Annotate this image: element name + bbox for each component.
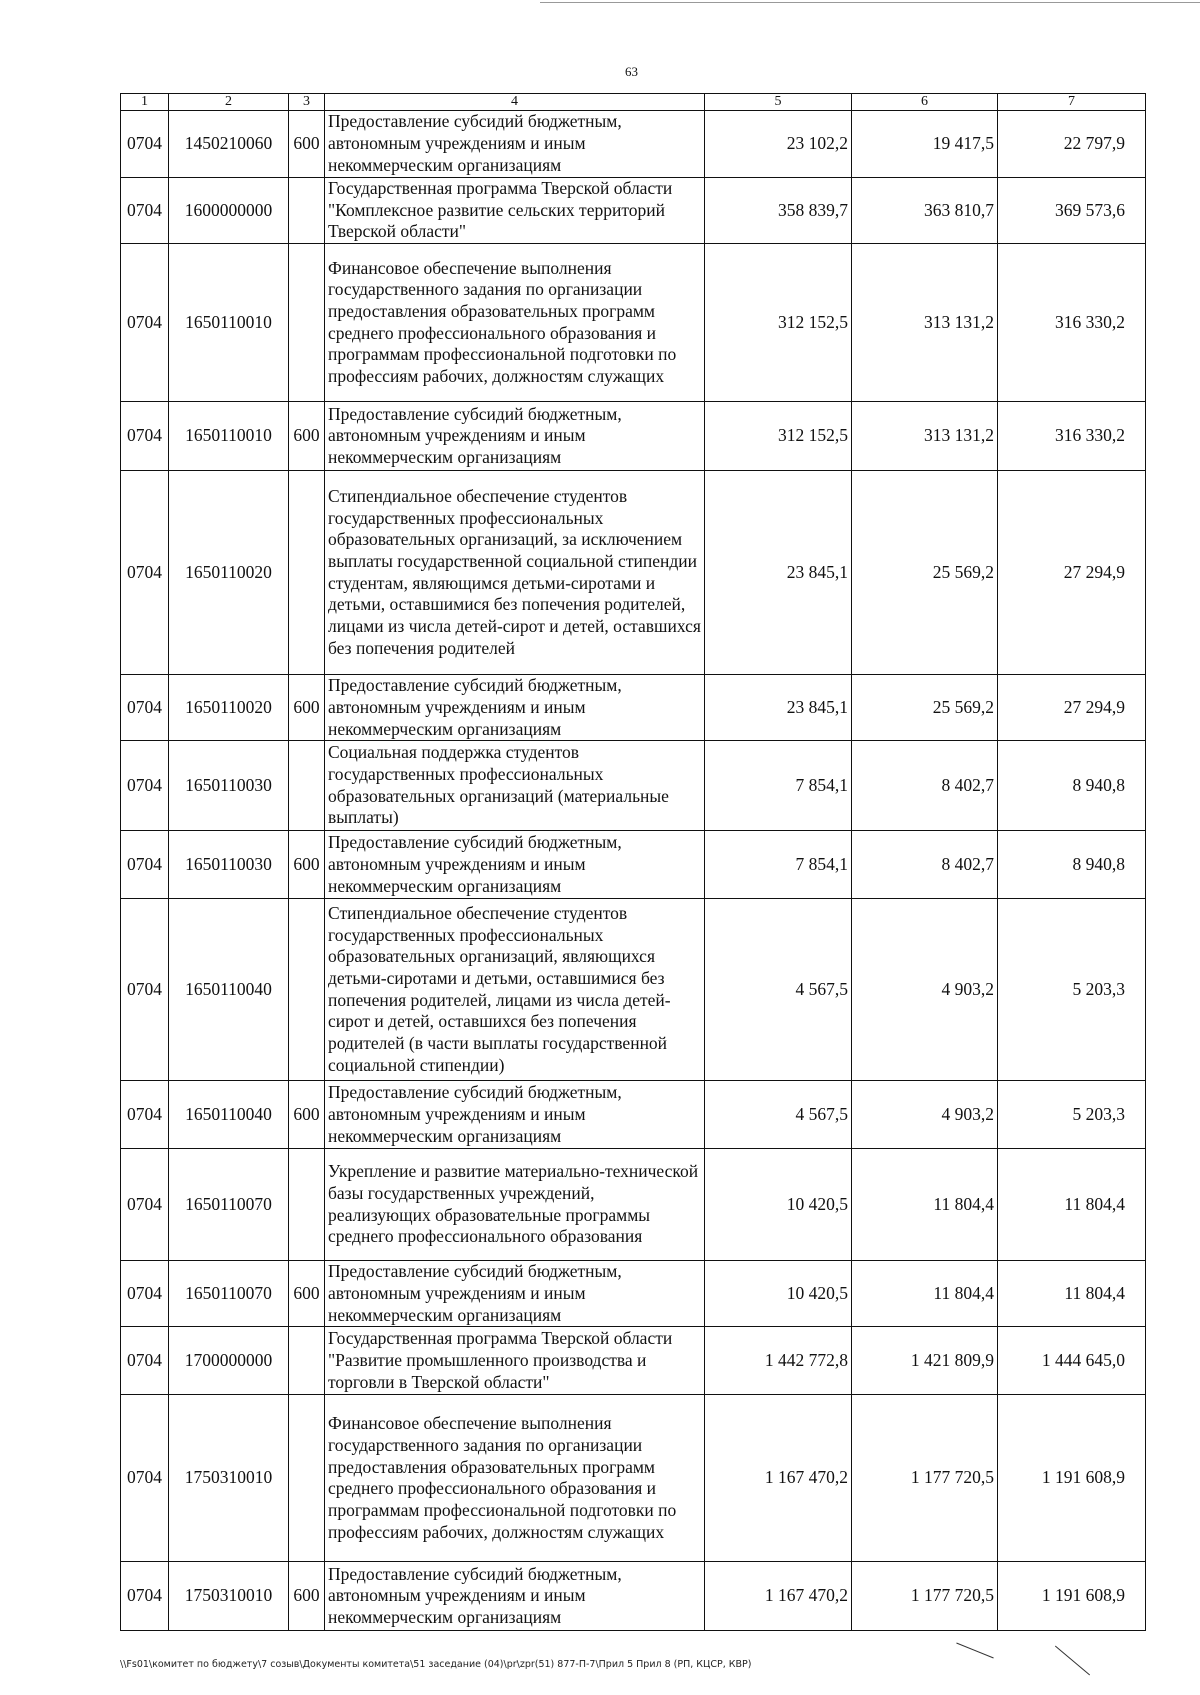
target-article-code: 1600000000 bbox=[169, 178, 289, 244]
page-number: 63 bbox=[625, 64, 638, 79]
amount-col5: 4 567,5 bbox=[705, 899, 852, 1081]
section-code: 0704 bbox=[121, 675, 169, 741]
column-header: 5 bbox=[705, 94, 852, 111]
target-article-code: 1450210060 bbox=[169, 111, 289, 178]
amount-col6: 8 402,7 bbox=[852, 831, 998, 899]
item-description: Государственная программа Тверской области "Развитие промышленного производства и торговли в Тверской области" bbox=[325, 1327, 705, 1395]
item-description: Предоставление субсидий бюджетным, автономным учреждениям и иным некоммерческим организациям bbox=[325, 111, 705, 178]
target-article-code: 1650110040 bbox=[169, 1081, 289, 1149]
item-description: Предоставление субсидий бюджетным, автономным учреждениям и иным некоммерческим организациям bbox=[325, 402, 705, 471]
amount-col7: 8 940,8 bbox=[998, 741, 1146, 831]
amount-col5: 1 167 470,2 bbox=[705, 1395, 852, 1562]
expense-type-code bbox=[289, 178, 325, 244]
section-code: 0704 bbox=[121, 1327, 169, 1395]
amount-col7: 27 294,9 bbox=[998, 471, 1146, 675]
amount-col7: 1 191 608,9 bbox=[998, 1395, 1146, 1562]
amount-col5: 23 102,2 bbox=[705, 111, 852, 178]
amount-col6: 1 421 809,9 bbox=[852, 1327, 998, 1395]
table-row bbox=[121, 899, 1146, 1081]
expense-type-code bbox=[289, 899, 325, 1081]
expense-type-code: 600 bbox=[289, 831, 325, 899]
amount-col7: 8 940,8 bbox=[998, 831, 1146, 899]
amount-col7: 22 797,9 bbox=[998, 111, 1146, 178]
section-code: 0704 bbox=[121, 899, 169, 1081]
expense-type-code bbox=[289, 1327, 325, 1395]
amount-col6: 363 810,7 bbox=[852, 178, 998, 244]
budget-table bbox=[120, 93, 1146, 1631]
amount-col6: 313 131,2 bbox=[852, 244, 998, 402]
table-row bbox=[121, 831, 1146, 899]
target-article-code: 1650110020 bbox=[169, 471, 289, 675]
target-article-code: 1650110040 bbox=[169, 899, 289, 1081]
target-article-code: 1650110010 bbox=[169, 402, 289, 471]
section-code: 0704 bbox=[121, 1562, 169, 1631]
amount-col5: 1 442 772,8 bbox=[705, 1327, 852, 1395]
amount-col5: 312 152,5 bbox=[705, 244, 852, 402]
amount-col6: 25 569,2 bbox=[852, 675, 998, 741]
item-description: Укрепление и развитие материально-технической базы государственных учреждений, реализующих образовательные программы среднего профессионального образования bbox=[325, 1149, 705, 1261]
amount-col5: 10 420,5 bbox=[705, 1261, 852, 1327]
section-code: 0704 bbox=[121, 111, 169, 178]
section-code: 0704 bbox=[121, 1149, 169, 1261]
item-description: Предоставление субсидий бюджетным, автономным учреждениям и иным некоммерческим организациям bbox=[325, 1081, 705, 1149]
target-article-code: 1700000000 bbox=[169, 1327, 289, 1395]
table-row bbox=[121, 1149, 1146, 1261]
expense-type-code bbox=[289, 1149, 325, 1261]
section-code: 0704 bbox=[121, 178, 169, 244]
item-description: Финансовое обеспечение выполнения государственного задания по организации предоставления образовательных программ среднего профессионального образования и программам профессиональной подготовки по профессиям рабочих, должностям служащих bbox=[325, 1395, 705, 1562]
amount-col6: 1 177 720,5 bbox=[852, 1395, 998, 1562]
item-description: Финансовое обеспечение выполнения государственного задания по организации предоставления образовательных программ среднего профессионального образования и программам профессиональной подготовки по профессиям рабочих, должностям служащих bbox=[325, 244, 705, 402]
table-row bbox=[121, 1081, 1146, 1149]
expense-type-code: 600 bbox=[289, 111, 325, 178]
section-code: 0704 bbox=[121, 244, 169, 402]
column-header: 6 bbox=[852, 94, 998, 111]
item-description: Стипендиальное обеспечение студентов государственных профессиональных образовательных организаций, являющихся детьми-сиротами и детьми, оставшимися без попечения родителей, лицами из числа детей-сирот и детей, оставшихся без попечения родителей (в части выплаты государственной социальной стипендии) bbox=[325, 899, 705, 1081]
expense-type-code: 600 bbox=[289, 1081, 325, 1149]
expense-type-code: 600 bbox=[289, 1261, 325, 1327]
amount-col6: 1 177 720,5 bbox=[852, 1562, 998, 1631]
expense-type-code: 600 bbox=[289, 1562, 325, 1631]
amount-col7: 5 203,3 bbox=[998, 899, 1146, 1081]
amount-col7: 11 804,4 bbox=[998, 1261, 1146, 1327]
column-header: 3 bbox=[289, 94, 325, 111]
amount-col5: 23 845,1 bbox=[705, 471, 852, 675]
column-header: 1 bbox=[121, 94, 169, 111]
item-description: Предоставление субсидий бюджетным, автономным учреждениям и иным некоммерческим организациям bbox=[325, 1562, 705, 1631]
target-article-code: 1750310010 bbox=[169, 1562, 289, 1631]
section-code: 0704 bbox=[121, 471, 169, 675]
amount-col5: 312 152,5 bbox=[705, 402, 852, 471]
column-header: 4 bbox=[325, 94, 705, 111]
amount-col5: 4 567,5 bbox=[705, 1081, 852, 1149]
scan-mark bbox=[1055, 1646, 1090, 1676]
amount-col7: 11 804,4 bbox=[998, 1149, 1146, 1261]
amount-col7: 316 330,2 bbox=[998, 402, 1146, 471]
amount-col5: 358 839,7 bbox=[705, 178, 852, 244]
table-row bbox=[121, 741, 1146, 831]
target-article-code: 1650110020 bbox=[169, 675, 289, 741]
amount-col5: 23 845,1 bbox=[705, 675, 852, 741]
section-code: 0704 bbox=[121, 1261, 169, 1327]
scan-top-border bbox=[540, 2, 1200, 3]
amount-col5: 1 167 470,2 bbox=[705, 1562, 852, 1631]
expense-type-code: 600 bbox=[289, 675, 325, 741]
expense-type-code bbox=[289, 244, 325, 402]
table-row bbox=[121, 471, 1146, 675]
item-description: Государственная программа Тверской области "Комплексное развитие сельских территорий Тверской области" bbox=[325, 178, 705, 244]
amount-col6: 11 804,4 bbox=[852, 1261, 998, 1327]
item-description: Предоставление субсидий бюджетным, автономным учреждениям и иным некоммерческим организациям bbox=[325, 675, 705, 741]
target-article-code: 1750310010 bbox=[169, 1395, 289, 1562]
amount-col7: 369 573,6 bbox=[998, 178, 1146, 244]
expense-type-code bbox=[289, 471, 325, 675]
target-article-code: 1650110070 bbox=[169, 1149, 289, 1261]
amount-col6: 25 569,2 bbox=[852, 471, 998, 675]
amount-col6: 313 131,2 bbox=[852, 402, 998, 471]
amount-col7: 27 294,9 bbox=[998, 675, 1146, 741]
section-code: 0704 bbox=[121, 741, 169, 831]
table-row bbox=[121, 1261, 1146, 1327]
scan-mark bbox=[956, 1643, 993, 1659]
section-code: 0704 bbox=[121, 1395, 169, 1562]
amount-col7: 316 330,2 bbox=[998, 244, 1146, 402]
item-description: Социальная поддержка студентов государственных профессиональных образовательных организаций (материальные выплаты) bbox=[325, 741, 705, 831]
table-row bbox=[121, 1395, 1146, 1562]
table-row bbox=[121, 1327, 1146, 1395]
target-article-code: 1650110030 bbox=[169, 831, 289, 899]
target-article-code: 1650110070 bbox=[169, 1261, 289, 1327]
item-description: Стипендиальное обеспечение студентов государственных профессиональных образовательных организаций, за исключением выплаты государственной социальной стипендии студентам, являющимся детьми-сиротами и детьми, оставшимися без попечения родителей, лицами из числа детей-сирот и детей, оставшихся без попечения родителей bbox=[325, 471, 705, 675]
section-code: 0704 bbox=[121, 831, 169, 899]
section-code: 0704 bbox=[121, 402, 169, 471]
section-code: 0704 bbox=[121, 1081, 169, 1149]
amount-col7: 1 191 608,9 bbox=[998, 1562, 1146, 1631]
file-path-footer: \\Fs01\комитет по бюджету\7 созыв\Документы комитета\51 заседание (04)\pr\zpr(51) 877-П-7\Прил 5 Прил 8 (РП, КЦСР, КВР) bbox=[120, 1659, 752, 1670]
amount-col5: 7 854,1 bbox=[705, 741, 852, 831]
item-description: Предоставление субсидий бюджетным, автономным учреждениям и иным некоммерческим организациям bbox=[325, 1261, 705, 1327]
table-row bbox=[121, 178, 1146, 244]
amount-col5: 10 420,5 bbox=[705, 1149, 852, 1261]
amount-col6: 19 417,5 bbox=[852, 111, 998, 178]
expense-type-code: 600 bbox=[289, 402, 325, 471]
amount-col6: 4 903,2 bbox=[852, 899, 998, 1081]
amount-col7: 5 203,3 bbox=[998, 1081, 1146, 1149]
expense-type-code bbox=[289, 741, 325, 831]
table-row bbox=[121, 402, 1146, 471]
column-header: 7 bbox=[998, 94, 1146, 111]
expense-type-code bbox=[289, 1395, 325, 1562]
amount-col7: 1 444 645,0 bbox=[998, 1327, 1146, 1395]
table-row bbox=[121, 675, 1146, 741]
item-description: Предоставление субсидий бюджетным, автономным учреждениям и иным некоммерческим организациям bbox=[325, 831, 705, 899]
target-article-code: 1650110030 bbox=[169, 741, 289, 831]
column-header: 2 bbox=[169, 94, 289, 111]
table-row bbox=[121, 1562, 1146, 1631]
table-row bbox=[121, 244, 1146, 402]
amount-col6: 11 804,4 bbox=[852, 1149, 998, 1261]
target-article-code: 1650110010 bbox=[169, 244, 289, 402]
table-header-row bbox=[121, 94, 1146, 111]
amount-col6: 4 903,2 bbox=[852, 1081, 998, 1149]
amount-col5: 7 854,1 bbox=[705, 831, 852, 899]
table-row bbox=[121, 111, 1146, 178]
amount-col6: 8 402,7 bbox=[852, 741, 998, 831]
